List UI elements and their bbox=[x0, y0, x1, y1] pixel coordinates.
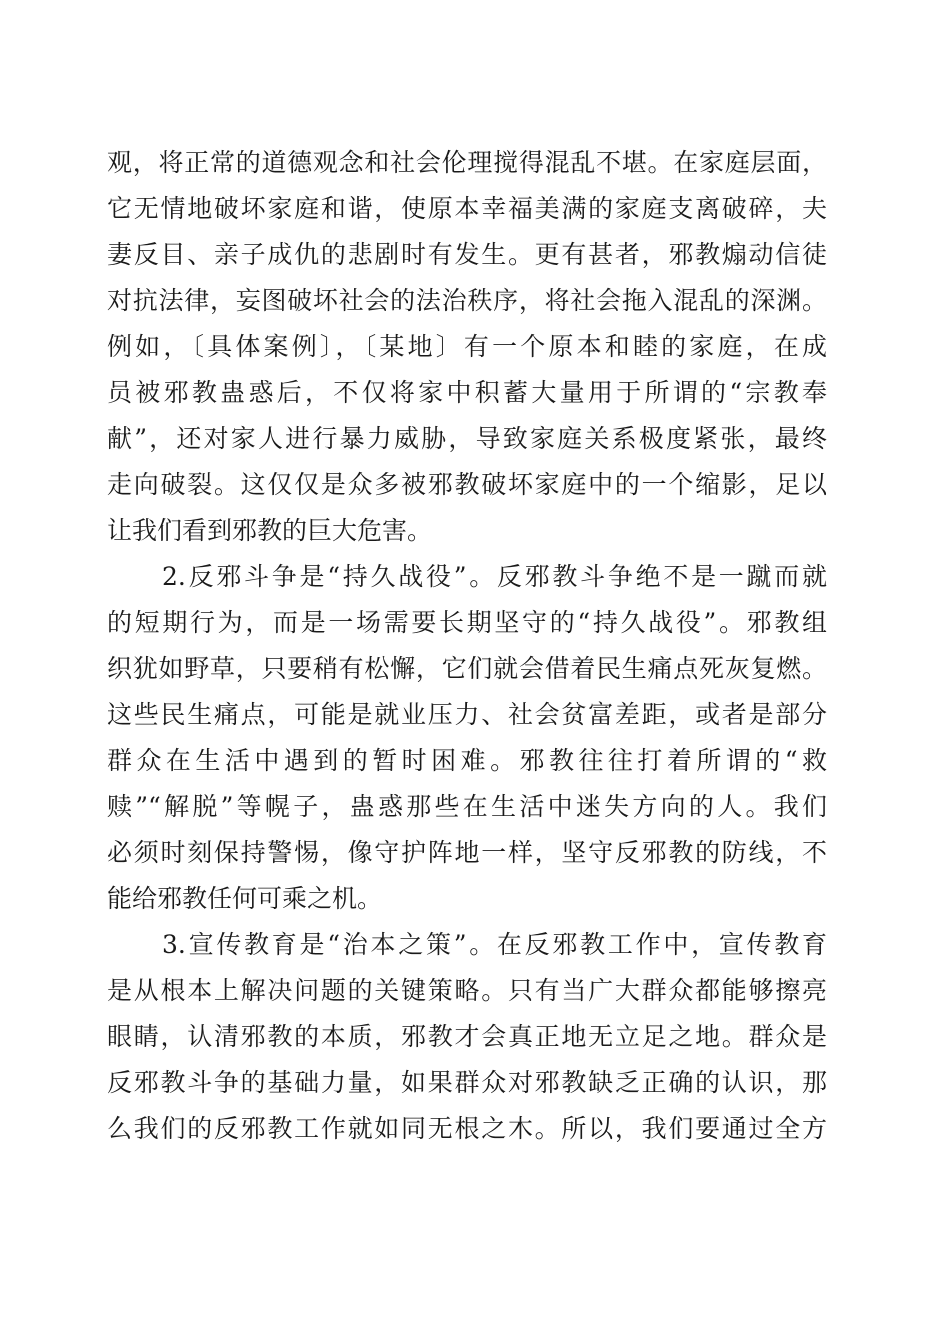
text-line: 赎”“解脱”等幌子，蛊惑那些在生活中迷失方向的人。我们 bbox=[107, 792, 827, 821]
text-line: 观，将正常的道德观念和社会伦理搅得混乱不堪。在家庭层面， bbox=[107, 148, 827, 177]
text-line: 走向破裂。这仅仅是众多被邪教破坏家庭中的一个缩影，足以 bbox=[107, 470, 827, 499]
text-line: 2.反邪斗争是“持久战役”。反邪教斗争绝不是一蹴而就 bbox=[162, 562, 827, 591]
text-line: 反邪教斗争的基础力量，如果群众对邪教缺乏正确的认识，那 bbox=[107, 1068, 827, 1097]
text-line: 员被邪教蛊惑后，不仅将家中积蓄大量用于所谓的“宗教奉 bbox=[107, 378, 827, 407]
paragraph-harm-to-family bbox=[107, 140, 827, 554]
text-line: 么我们的反邪教工作就如同无根之木。所以，我们要通过全方 bbox=[107, 1114, 827, 1143]
text-line: 让我们看到邪教的巨大危害。 bbox=[107, 516, 433, 545]
paragraph-education-root-cure bbox=[107, 922, 827, 1152]
text-line: 能给邪教任何可乘之机。 bbox=[107, 884, 383, 913]
document-body bbox=[107, 140, 827, 1152]
text-line: 必须时刻保持警惕，像守护阵地一样，坚守反邪教的防线，不 bbox=[107, 838, 827, 867]
text-line: 这些民生痛点，可能是就业压力、社会贫富差距，或者是部分 bbox=[107, 700, 827, 729]
text-line: 的短期行为，而是一场需要长期坚守的“持久战役”。邪教组 bbox=[107, 608, 827, 637]
text-line: 眼睛，认清邪教的本质，邪教才会真正地无立足之地。群众是 bbox=[107, 1022, 827, 1051]
paragraph-protracted-battle bbox=[107, 554, 827, 922]
text-line: 妻反目、亲子成仇的悲剧时有发生。更有甚者，邪教煽动信徒 bbox=[107, 240, 827, 269]
text-line: 献”，还对家人进行暴力威胁，导致家庭关系极度紧张，最终 bbox=[107, 424, 827, 453]
text-line: 例如，〔具体案例〕，〔某地〕有一个原本和睦的家庭，在成 bbox=[107, 332, 827, 361]
text-line: 群众在生活中遇到的暂时困难。邪教往往打着所谓的“救 bbox=[107, 746, 827, 775]
text-line: 对抗法律，妄图破坏社会的法治秩序，将社会拖入混乱的深渊。 bbox=[107, 286, 827, 315]
text-line: 它无情地破坏家庭和谐，使原本幸福美满的家庭支离破碎，夫 bbox=[107, 194, 827, 223]
text-line: 织犹如野草，只要稍有松懈，它们就会借着民生痛点死灰复燃。 bbox=[107, 654, 827, 683]
text-line: 是从根本上解决问题的关键策略。只有当广大群众都能够擦亮 bbox=[107, 976, 827, 1005]
text-line: 3.宣传教育是“治本之策”。在反邪教工作中，宣传教育 bbox=[162, 930, 827, 959]
